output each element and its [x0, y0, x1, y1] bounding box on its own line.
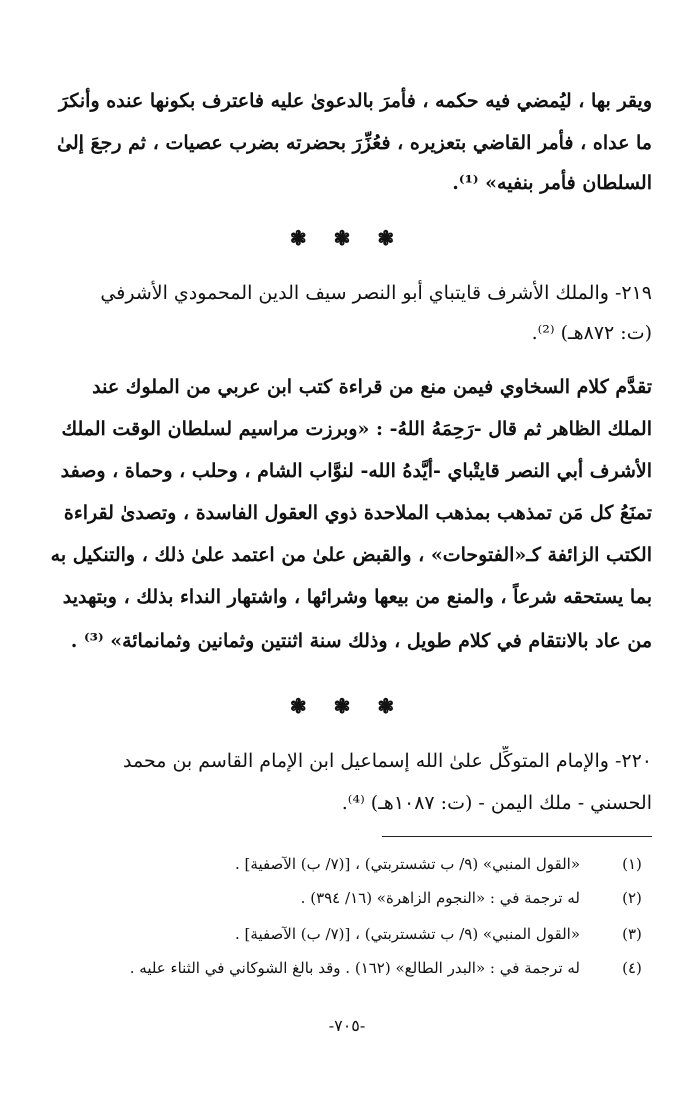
footnote-text: له ترجمة في : «البدر الطالع» (١٦٢) . وقد بالغ الشوكاني في الثناء عليه .	[129, 959, 580, 977]
section-separator: ❃ ❃ ❃	[289, 226, 405, 250]
footnote	[42, 852, 652, 876]
footnote	[42, 956, 652, 980]
footnote-text: «القول المنبي» (٩/ ب تشستربتي) ، [(٧/ ب) الآصفية] .	[235, 925, 580, 943]
footnote	[42, 886, 652, 910]
text-line: تمنَعُ كل مَن تمذهب بمذهب الملاحدة ذوي العقول الفاسدة ، وتصدىٰ لقراءة	[63, 502, 652, 524]
text-line: السلطان فأمر بنفيه» ⁽¹⁾.	[452, 172, 652, 194]
footnote-text: له ترجمة في : «النجوم الزاهرة» (١٦/ ٣٩٤) .	[300, 889, 580, 907]
text-line: من عاد بالانتقام في كلام طويل ، وذلك سنة اثنتين وثمانين وثمانمائة» ⁽³⁾ .	[70, 630, 652, 652]
entry-heading: الحسني - ملك اليمن - (ت: ١٠٨٧هـ) ⁽⁴⁾.	[341, 792, 652, 814]
footnote-number: (٢)	[622, 889, 642, 907]
footnote-number: (١)	[622, 855, 642, 873]
footnote-text: «القول المنبي» (٩/ ب تشستربتي) ، [(٧/ ب) الآصفية] .	[235, 855, 580, 873]
footnote-number: (٣)	[622, 925, 642, 943]
text-line: الملك الظاهر ثم قال -رَحِمَهُ اللهُ- : «وبرزت مراسيم لسلطان الوقت الملك	[61, 418, 652, 440]
text-line: ما عداه ، فأمر القاضي بتعزيره ، فعُزِّرَ بحضرته بضرب عصيات ، ثم رجعَ إلىٰ	[56, 132, 652, 154]
text-line: بما يستحقه شرعاً ، والمنع من بيعها وشرائها ، واشتهار النداء بذلك ، وبتهديد	[62, 586, 652, 608]
entry-heading: ٢٢٠- والإمام المتوكِّل علىٰ الله إسماعيل ابن الإمام القاسم بن محمد	[123, 750, 652, 772]
entry-heading: ٢١٩- والملك الأشرف قايتباي أبو النصر سيف الدين المحمودي الأشرفي	[100, 282, 652, 304]
text-line: تقدَّم كلام السخاوي فيمن منع من قراءة كتب ابن عربي من الملوك عند	[92, 376, 652, 398]
footnote-rule	[382, 836, 652, 837]
footnote	[42, 922, 652, 946]
page-number: -٧٠٥-	[328, 1016, 366, 1035]
text-line: الأشرف أبي النصر قايتْباي -أيَّدهُ الله- لنوَّاب الشام ، وحلب ، وحماة ، وصفد	[60, 460, 652, 482]
text-line: ويقر بها ، ليُمضي فيه حكمه ، فأمرَ بالدعوىٰ عليه فاعترف بكونها عنده وأنكرَ	[58, 90, 652, 112]
text-line: الكتب الزائفة كـ«الفتوحات» ، والقبض علىٰ من اعتمد علىٰ ذلك ، والتنكيل به	[50, 544, 652, 566]
entry-heading: (ت: ٨٧٢هـ) ⁽²⁾.	[531, 322, 652, 344]
footnote-number: (٤)	[622, 959, 642, 977]
section-separator: ❃ ❃ ❃	[289, 694, 405, 718]
